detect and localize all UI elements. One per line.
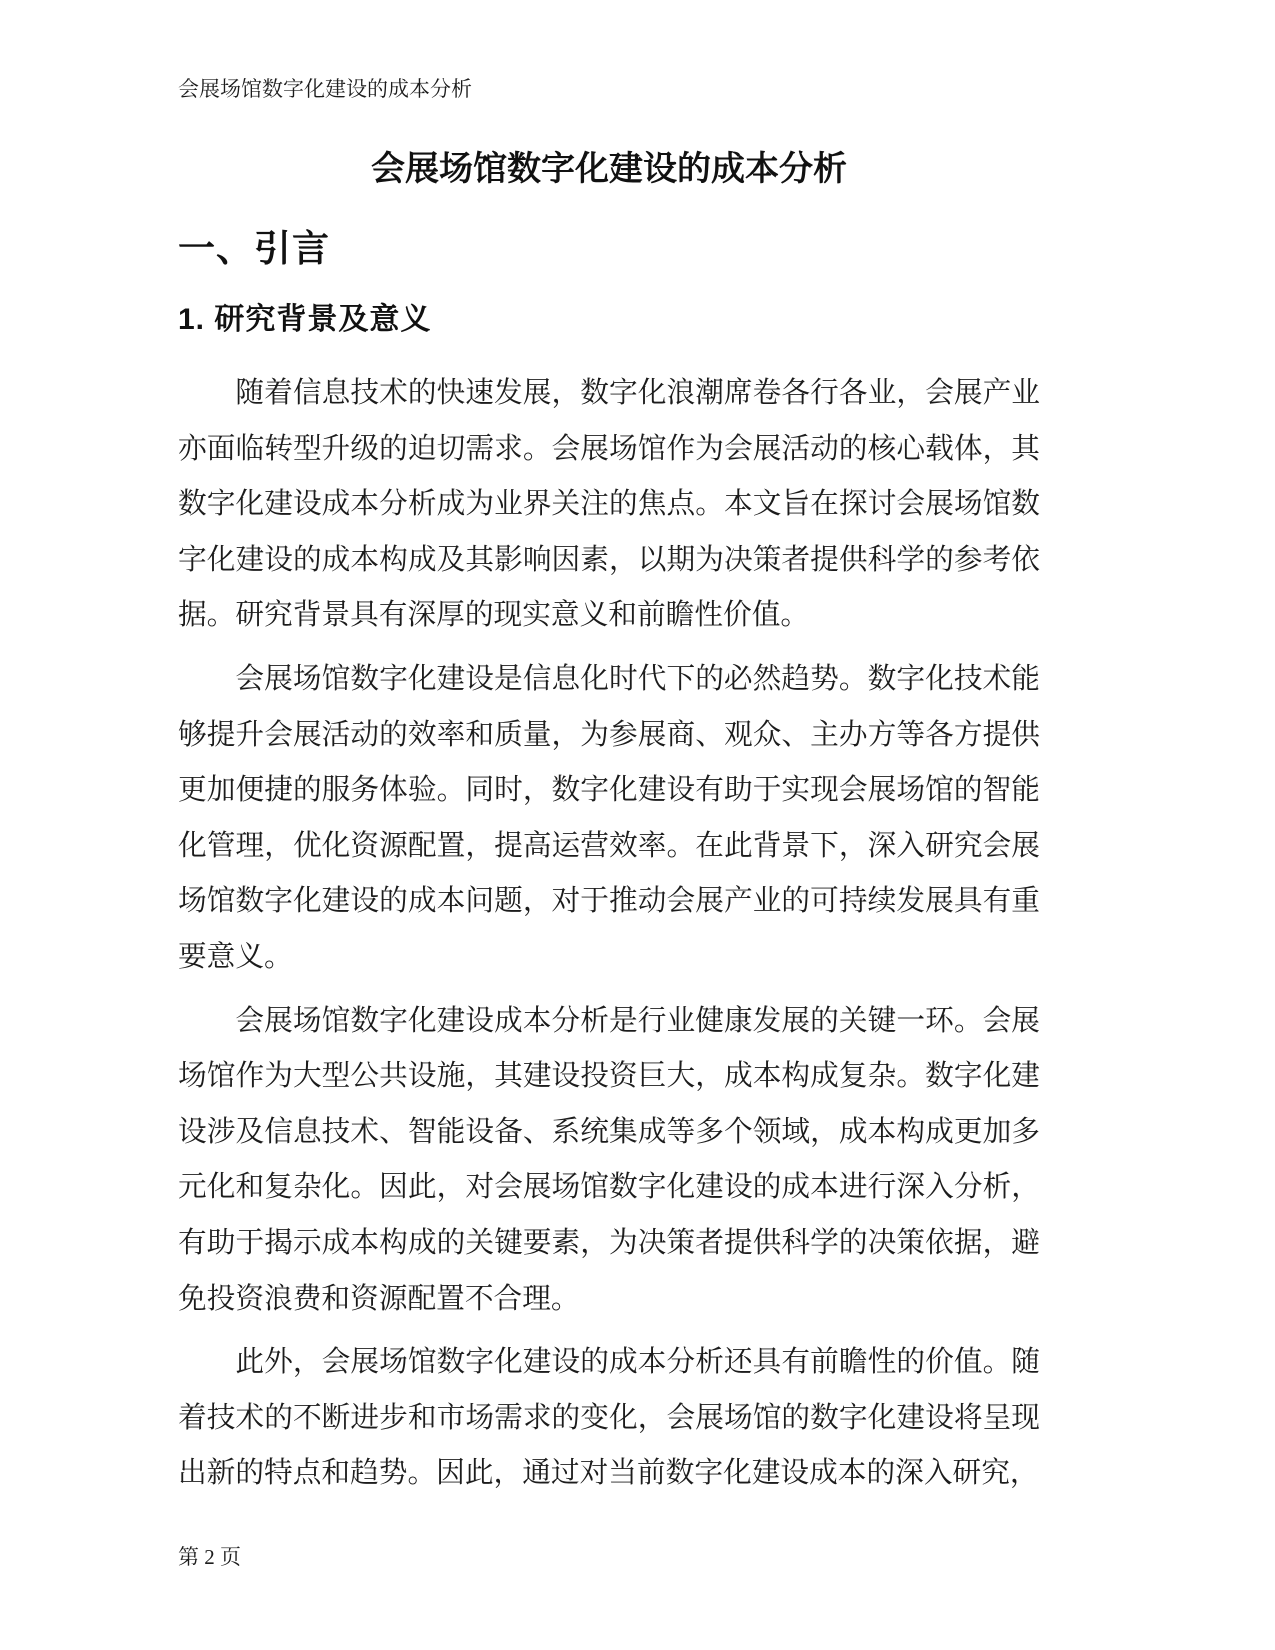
body-paragraph: 此外，会展场馆数字化建设的成本分析还具有前瞻性的价值。随着技术的不断进步和市场需求的变化，会展场馆的数字化建设将呈现出新的特点和趋势。因此，通过对当前数字化建设成本的深入研究，: [178, 1346, 1040, 1490]
body-text-block: [178, 366, 1040, 1510]
page-number-footer: 第 2 页: [178, 1545, 241, 1569]
body-paragraph: 随着信息技术的快速发展，数字化浪潮席卷各行各业，会展产业亦面临转型升级的迫切需求。会展场馆作为会展活动的核心载体，其数字化建设成本分析成为业界关注的焦点。本文旨在探讨会展场馆数字化建设的成本构成及其影响因素，以期为决策者提供科学的参考依据。研究背景具有深厚的现实意义和前瞻性价值。: [178, 377, 1040, 632]
body-paragraph: 会展场馆数字化建设是信息化时代下的必然趋势。数字化技术能够提升会展活动的效率和质量，为参展商、观众、主办方等各方提供更加便捷的服务体验。同时，数字化建设有助于实现会展场馆的智能化管理，优化资源配置，提高运营效率。在此背景下，深入研究会展场馆数字化建设的成本问题，对于推动会展产业的可持续发展具有重要意义。: [178, 662, 1040, 973]
section-heading-introduction: 一、引言: [178, 228, 330, 269]
body-paragraph: 会展场馆数字化建设成本分析是行业健康发展的关键一环。会展场馆作为大型公共设施，其建设投资巨大，成本构成复杂。数字化建设涉及信息技术、智能设备、系统集成等多个领域，成本构成更加多元化和复杂化。因此，对会展场馆数字化建设的成本进行深入分析，有助于揭示成本构成的关键要素，为决策者提供科学的决策依据，避免投资浪费和资源配置不合理。: [178, 1004, 1040, 1315]
running-header: 会展场馆数字化建设的成本分析: [178, 77, 472, 101]
document-title: 会展场馆数字化建设的成本分析: [371, 150, 847, 188]
subsection-heading-research-background: 1. 研究背景及意义: [178, 303, 432, 336]
